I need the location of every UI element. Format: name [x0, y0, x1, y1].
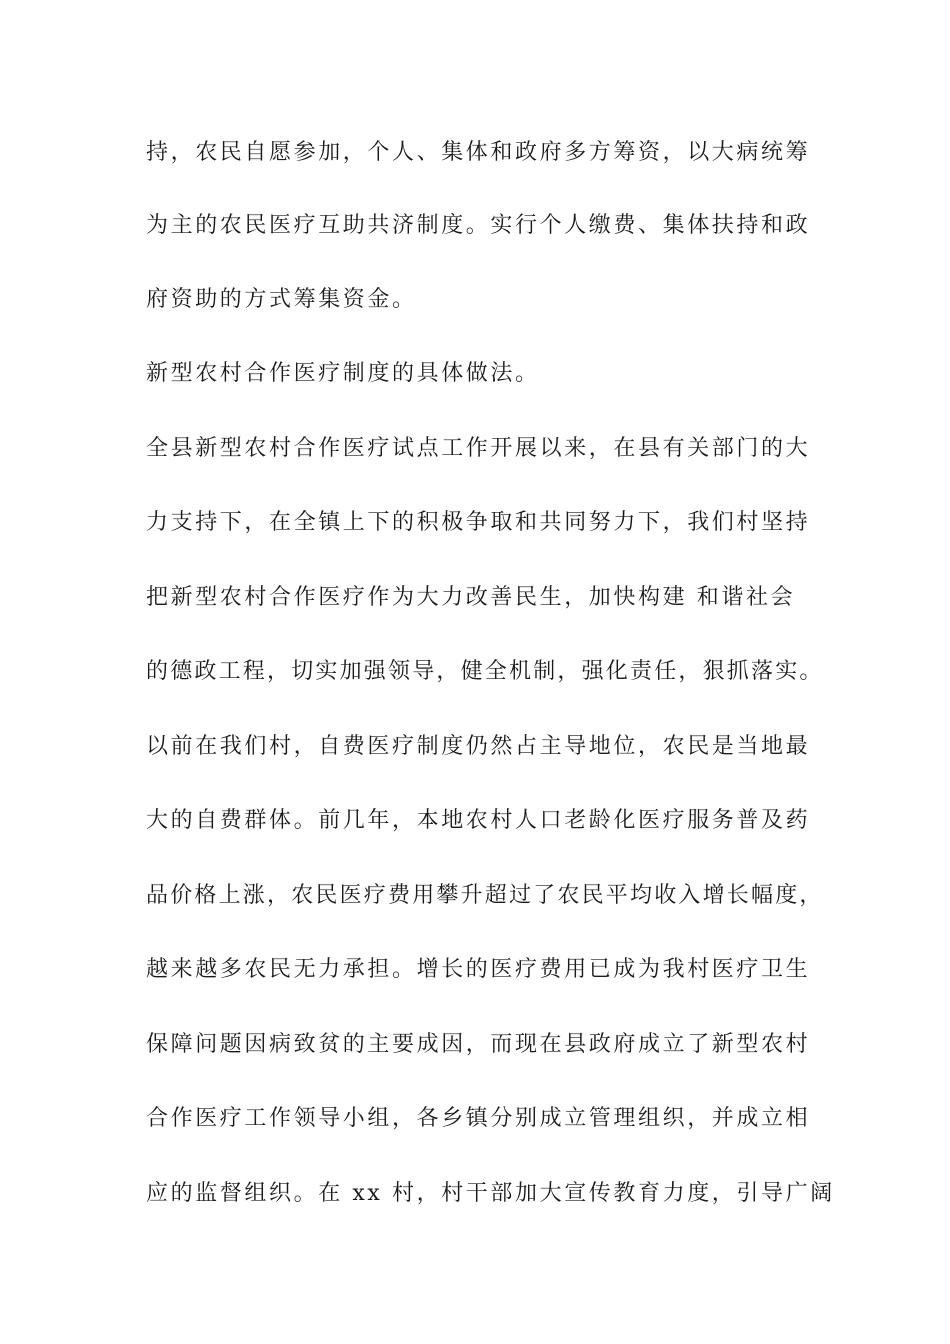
- section-heading: 新型农村合作医疗制度的具体做法。: [146, 361, 540, 386]
- text-line: 应的监督组织。在 xx 村，村干部加大宣传教育力度，引导广阔: [146, 1181, 835, 1206]
- text-line: 大的自费群体。前几年，本地农村人口老龄化医疗服务普及药: [146, 808, 811, 833]
- text-line: 合作医疗工作领导小组，各乡镇分别成立管理组织，并成立相: [146, 1106, 811, 1131]
- text-line: 保障问题因病致贫的主要成因，而现在县政府成立了新型农村: [146, 1032, 811, 1057]
- text-line: 越来越多农民无力承担。增长的医疗费用已成为我村医疗卫生: [146, 957, 811, 982]
- text-line: 的德政工程，切实加强领导，健全机制，强化责任，狠抓落实。: [146, 659, 824, 684]
- text-line: 全县新型农村合作医疗试点工作开展以来，在县有关部门的大: [146, 436, 811, 461]
- text-line: 品价格上涨，农民医疗费用攀升超过了农民平均收入增长幅度，: [146, 883, 824, 908]
- text-line: 府资助的方式筹集资金。: [146, 287, 417, 312]
- text-line: 把新型农村合作医疗作为大力改善民生，加快构建 和谐社会: [146, 585, 796, 610]
- text-line: 为主的农民医疗互助共济制度。实行个人缴费、集体扶持和政: [146, 213, 811, 238]
- text-line: 力支持下，在全镇上下的积极争取和共同努力下，我们村坚持: [146, 510, 811, 535]
- text-line: 以前在我们村，自费医疗制度仍然占主导地位，农民是当地最: [146, 734, 811, 759]
- text-line: 持，农民自愿参加，个人、集体和政府多方筹资，以大病统筹: [146, 140, 811, 165]
